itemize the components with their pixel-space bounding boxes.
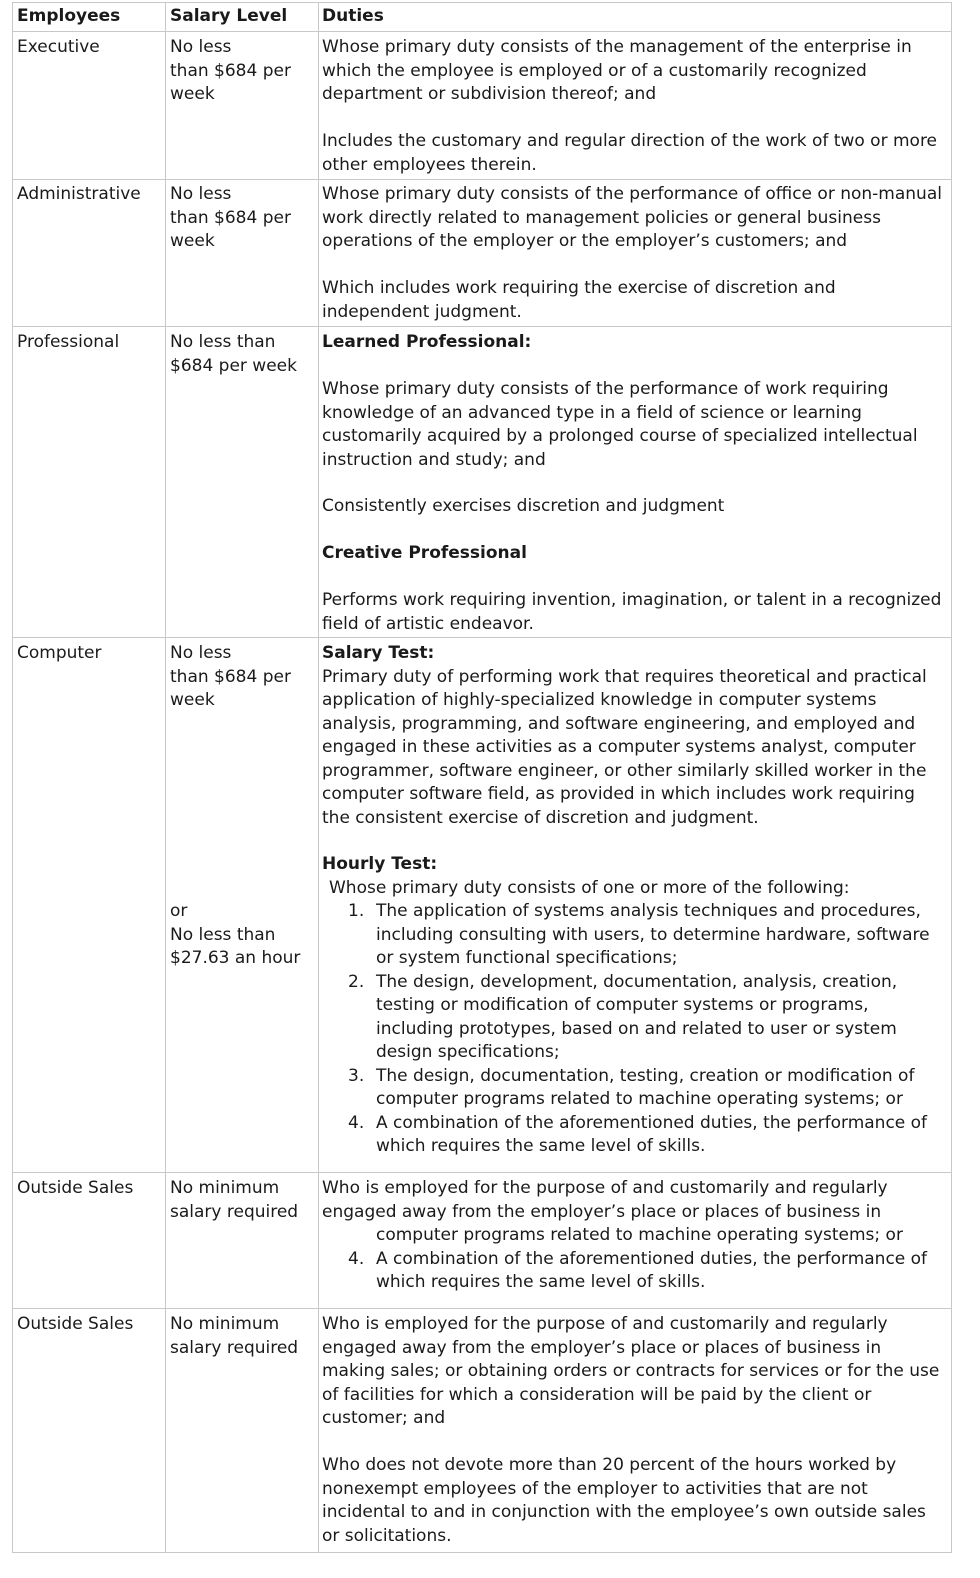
list-item [322, 1248, 947, 1295]
creative-professional-heading: Creative Professional [322, 543, 527, 563]
list-text: The design, development, documentation, analysis, creation, testing or modification of computer systems or programs, including prototypes, based on and related to user or system design specifications; [376, 971, 898, 1062]
salary-line: No less than [170, 924, 276, 945]
list-number: 4. [348, 1248, 365, 1269]
header-duties: Duties [322, 6, 384, 26]
list-item [322, 971, 947, 1065]
row-divider [12, 31, 951, 32]
column-divider [165, 2, 166, 1552]
duty-paragraph: Who does not devote more than 20 percent of the hours worked by nonexempt employees of the employer to activities that are not incidental to and in conjunction with the employee’s own outside sales or solicitations. [322, 1455, 926, 1546]
duty-paragraph: Includes the customary and regular direction of the work of two or more other employees therein. [322, 131, 938, 175]
row-divider [12, 326, 951, 327]
duty-list-fragment [322, 1224, 947, 1295]
list-number: 1. [348, 901, 365, 921]
salary-test-heading: Salary Test: [322, 643, 435, 663]
list-text: The design, documentation, testing, creation or modification of computer programs related to machine operating systems; or [376, 1065, 915, 1109]
duty-paragraph: Performs work requiring invention, imagination, or talent in a recognized field of artistic endeavor. [322, 590, 942, 634]
salary-line: No less [170, 184, 232, 204]
salary-line: or [170, 901, 188, 921]
salary-level [170, 36, 291, 107]
list-number: 3. [348, 1065, 365, 1086]
list-number: 2. [348, 971, 365, 992]
row-divider [12, 1552, 951, 1553]
salary-line: salary required [170, 1201, 299, 1222]
salary-line: week [170, 231, 215, 251]
list-item [322, 900, 947, 971]
employee-type: Executive [17, 37, 100, 57]
salary-line: No minimum [170, 1178, 280, 1198]
salary-level [170, 642, 291, 713]
salary-line: than $684 per [170, 207, 291, 228]
salary-line: No minimum [170, 1314, 280, 1334]
row-divider [12, 1172, 951, 1173]
salary-line: than $684 per [170, 666, 291, 687]
list-number: 4. [348, 1112, 365, 1133]
row-divider [12, 1308, 951, 1309]
list-text: The application of systems analysis techniques and procedures, including consulting with users, to determine hardware, software or system functional specifications; [376, 901, 930, 968]
list-item [322, 1112, 947, 1159]
salary-line: No less than [170, 332, 276, 352]
hourly-test-heading: Hourly Test: [322, 854, 438, 874]
learned-professional-heading: Learned Professional: [322, 332, 532, 352]
duty-paragraph: Primary duty of performing work that requires theoretical and practical application of highly-specialized knowledge in computer systems analysis, programming, and software engineering, and employed and engaged in these activities as a computer systems analyst, computer programmer, software engineer, or other similarly skilled worker in the computer software field, as provided in which includes work requiring the consistent exercise of discretion and judgment. [322, 666, 927, 828]
header-salary-level: Salary Level [170, 6, 288, 26]
employee-type: Administrative [17, 184, 141, 204]
employee-type: Outside Sales [17, 1178, 134, 1198]
row-divider [12, 637, 951, 638]
list-item [322, 1224, 947, 1248]
duty-paragraph: Who is employed for the purpose of and customarily and regularly engaged away from the employer’s place or places of business in making sales; or obtaining orders or contracts for services or for the use of facilities for which a consideration will be paid by the client or customer; and [322, 1314, 940, 1428]
duty-paragraph: Who is employed for the purpose of and customarily and regularly engaged away from the employer’s place or places of business in [322, 1178, 888, 1222]
salary-line: No less [170, 643, 232, 663]
duty-paragraph: Whose primary duty consists of the performance of office or non-manual work directly related to management policies or general business operations of the employer or the employer’s customers; and [322, 184, 942, 251]
salary-level [170, 1177, 298, 1224]
duty-paragraph: Which includes work requiring the exercise of discretion and independent judgment. [322, 278, 836, 322]
salary-level [170, 331, 297, 378]
employee-type: Outside Sales [17, 1314, 134, 1334]
hourly-test-list [322, 900, 947, 1159]
list-text: A combination of the aforementioned duties, the performance of which requires the same level of skills. [376, 1112, 928, 1156]
salary-line: week [170, 690, 215, 710]
header-employees: Employees [17, 6, 121, 26]
list-item [322, 1065, 947, 1112]
employee-type: Professional [17, 332, 120, 352]
salary-line: salary required [170, 1337, 299, 1358]
list-text: A combination of the aforementioned duties, the performance of which requires the same level of skills. [376, 1248, 928, 1292]
salary-line: No less [170, 37, 232, 57]
salary-line: than $684 per [170, 60, 291, 81]
salary-line: $27.63 an hour [170, 948, 301, 968]
column-divider [318, 2, 319, 1552]
salary-line: $684 per week [170, 355, 297, 376]
row-divider [12, 179, 951, 180]
salary-level [170, 1313, 298, 1360]
duty-paragraph: Whose primary duty consists of the performance of work requiring knowledge of an advanced type in a field of science or learning customarily acquired by a prolonged course of specialized intellectual instruction and study; and [322, 379, 918, 470]
hourly-intro: Whose primary duty consists of one or more of the following: [329, 877, 850, 898]
employee-type: Computer [17, 643, 102, 663]
duty-paragraph: Whose primary duty consists of the management of the enterprise in which the employee is employed or of a customarily recognized department or subdivision thereof; and [322, 37, 912, 104]
salary-level [170, 183, 291, 254]
salary-line: week [170, 84, 215, 104]
salary-level-hourly [170, 900, 300, 971]
list-text: computer programs related to machine operating systems; or [376, 1225, 903, 1245]
duty-paragraph: Consistently exercises discretion and judgment [322, 496, 725, 516]
